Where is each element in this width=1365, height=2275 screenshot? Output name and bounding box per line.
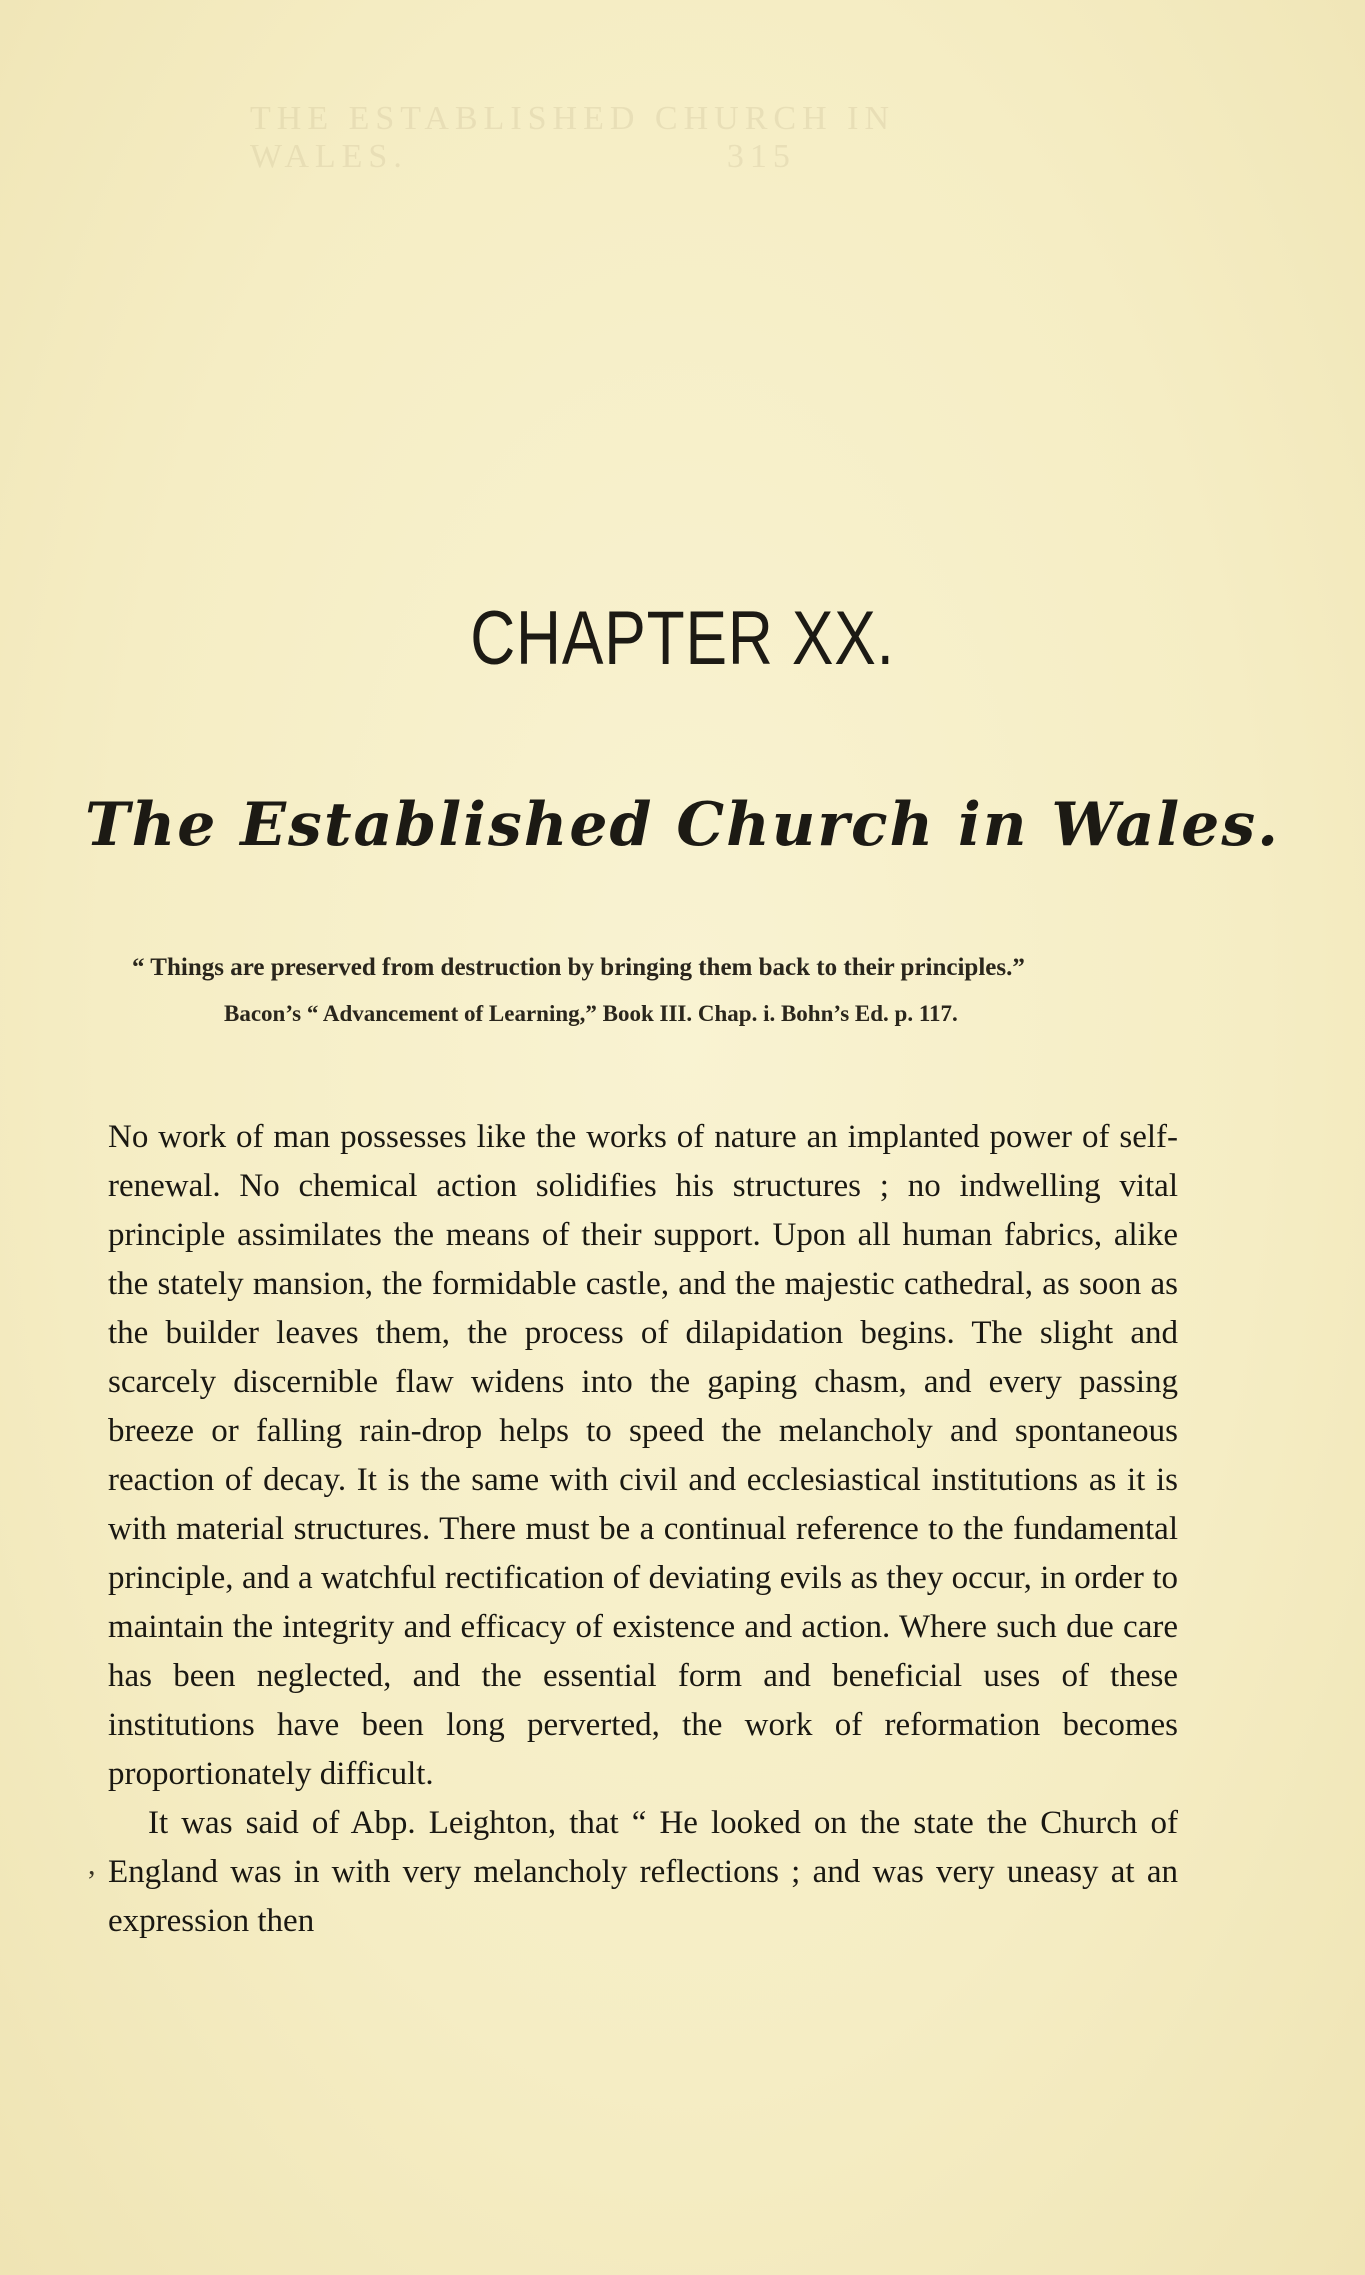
epigraph-quote: “ Things are preserved from destruction by bringing them back to their principles.” [132, 954, 1025, 981]
chapter-title: The Established Church in Wales. [84, 790, 1281, 860]
paragraph: It was said of Abp. Leighton, that “ He looked on the state the Church of England was in with very melancholy reflections ; and was very uneasy at an expression then [108, 1805, 1178, 1939]
body-text [108, 1113, 1178, 1946]
epigraph [100, 950, 1190, 1032]
chapter-heading: CHAPTER XX. [470, 596, 895, 681]
bleed-through-header: THE ESTABLISHED CHURCH IN WALES. 315 [250, 100, 895, 175]
epigraph-citation: Bacon’s “ Advancement of Learning,” Book III. Chap. i. Bohn’s Ed. p. 117. [224, 1001, 958, 1026]
paragraph: No work of man possesses like the works of nature an implanted power of self-renewal. No chemical action solidifies his structures ; no indwelling vital principle assimilates the means of their support. Upon all human fabrics, alike the stately mansion, the formidable castle, and the majestic cathedral, as soon as the builder leaves them, the process of dilapidation begins. The slight and scarcely discernible flaw widens into the gaping chasm, and every passing breeze or falling rain-drop helps to speed the melancholy and spontaneous reaction of decay. It is the same with civil and ecclesiastical institutions as it is with material structures. There must be a continual reference to the fundamental principle, and a watchful rectification of deviating evils as they occur, in order to maintain the integrity and efficacy of existence and action. Where such due care has been neglected, and the essential form and beneficial uses of these institutions have been long perverted, the work of reformation becomes proportionately difficult. [108, 1119, 1178, 1792]
margin-mark: , [88, 1848, 96, 1881]
